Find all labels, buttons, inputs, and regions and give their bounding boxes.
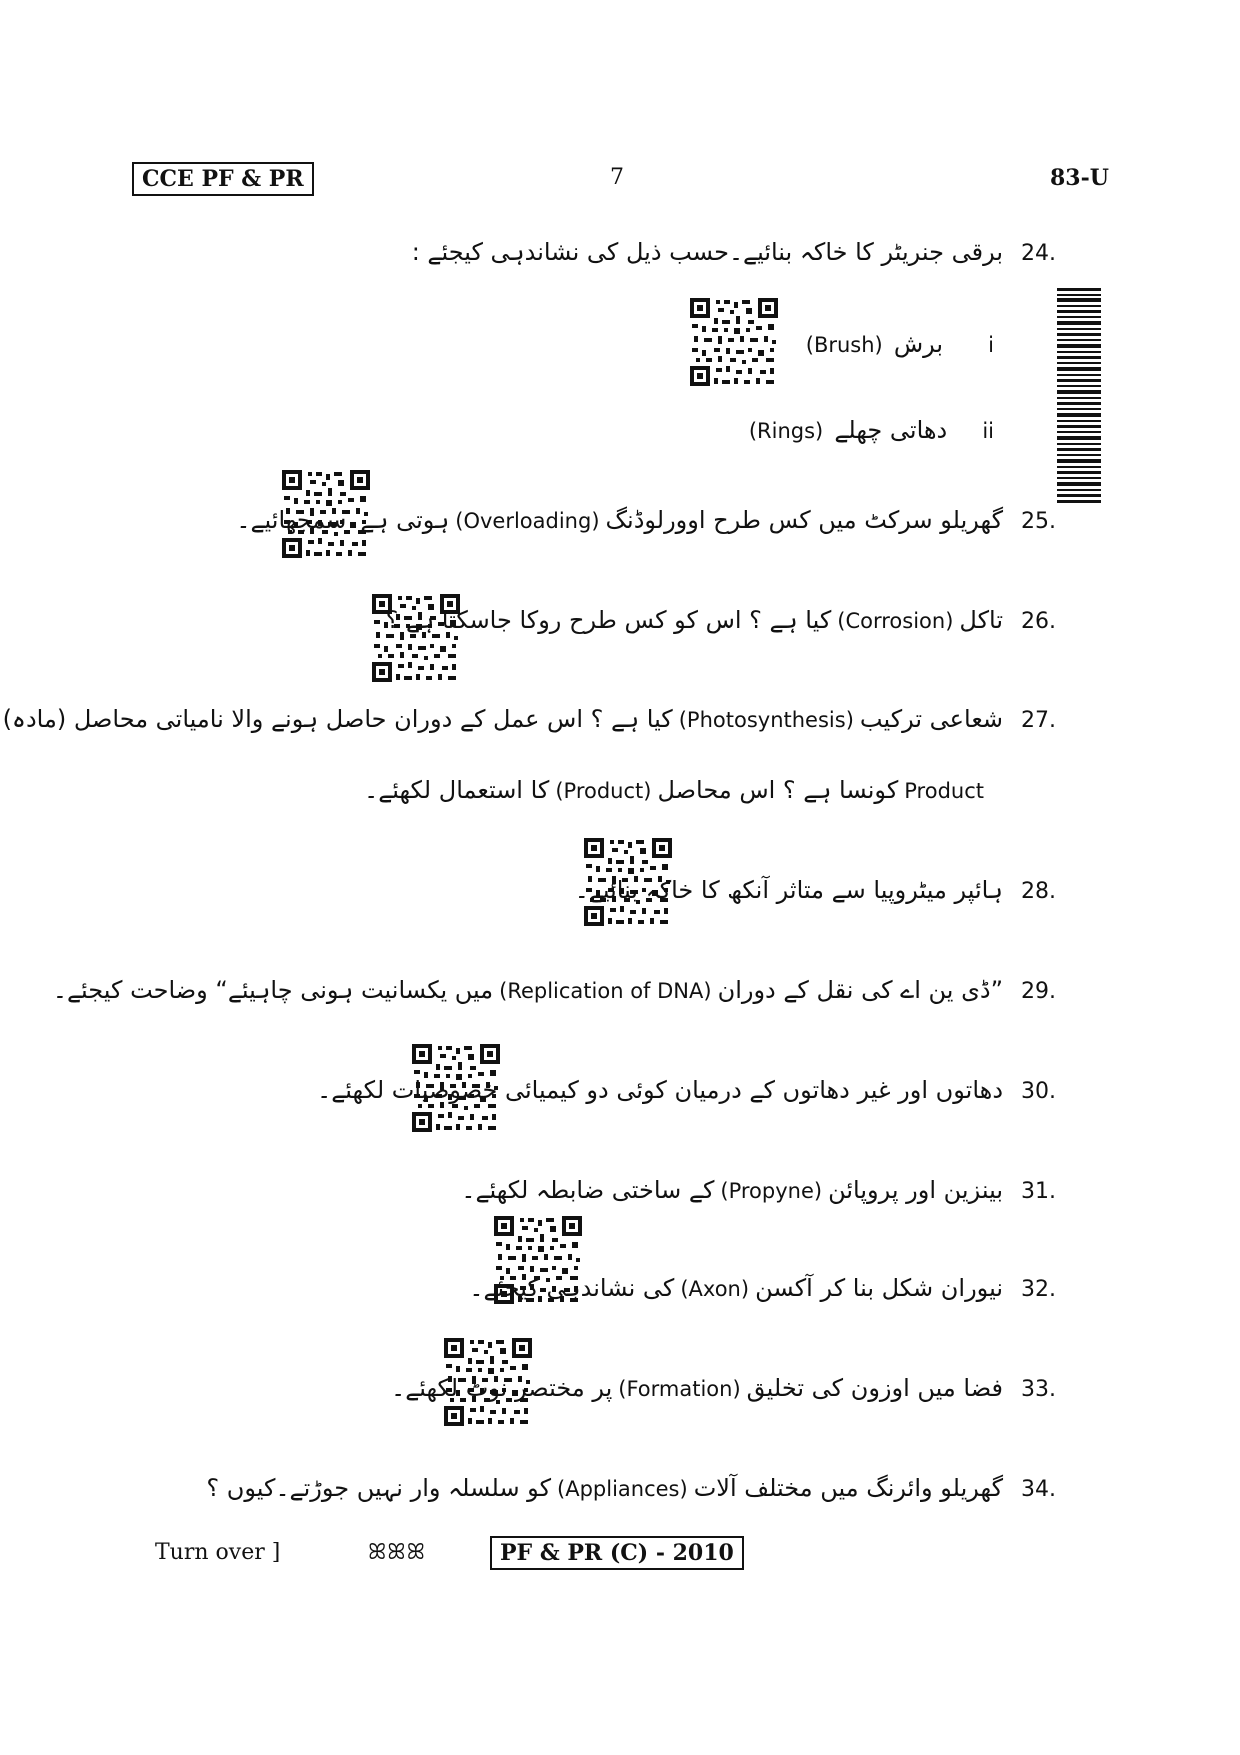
ornament-icon: ꕤꕤꕤ [368, 1540, 426, 1565]
question-number: 29. [1021, 979, 1056, 1004]
exam-code: PF & PR (C) - 2010 [490, 1536, 744, 1570]
question-number: 27. [1021, 708, 1056, 733]
question-number: 34. [1021, 1477, 1056, 1502]
subpart-english: (Rings) [748, 419, 824, 443]
question-text: دھاتوں اور غیر دھاتوں کے درمیان کوئی دو کیمیائی خصوصیات لکھئے۔ [317, 1076, 1003, 1104]
question-number: 26. [1021, 609, 1056, 634]
question-24 [412, 238, 1056, 267]
subpart-urdu: برش [893, 330, 944, 358]
question-text: نیوران شکل بنا کر آکسن [755, 1274, 1003, 1302]
question-26 [386, 606, 1056, 635]
subpart-urdu: دھاتی چھلے [834, 416, 948, 444]
question-number: 25. [1021, 509, 1056, 534]
question-english-term: (Axon) [680, 1277, 750, 1301]
question-number: 28. [1021, 879, 1056, 904]
question-text: شعاعی ترکیب [859, 705, 1003, 733]
question-number: 30. [1021, 1079, 1056, 1104]
question-32 [469, 1274, 1056, 1303]
question-number: 32. [1021, 1277, 1056, 1302]
question-text: گھریلو وائرنگ میں مختلف آلات [693, 1474, 1003, 1502]
question-27 [3, 705, 1056, 734]
question-30 [317, 1076, 1056, 1105]
question-27-line2 [364, 776, 990, 805]
question-text: کی نشاندہی کیجئے۔ [469, 1274, 675, 1302]
question-text: کے ساختی ضابطہ لکھئے۔ [461, 1176, 715, 1204]
question-text: ہوتی ہے۔سمجھائیے۔ [236, 506, 450, 534]
page-number: 7 [610, 165, 624, 190]
question-text: گھریلو سرکٹ میں کس طرح اوورلوڈنگ [605, 506, 1003, 534]
question-text: پر مختصر نوٹ لکھئے۔ [391, 1374, 613, 1402]
question-english-term: (Replication of DNA) [499, 979, 712, 1003]
question-text: کیا ہے ؟ اس کو کس طرح روکا جاسکتا ہے ؟ [385, 606, 832, 634]
subpart-i [800, 330, 1000, 358]
question-33 [391, 1374, 1056, 1403]
question-29 [53, 976, 1056, 1005]
question-text: کونسا ہے ؟ اس محاصل [657, 776, 899, 804]
question-english-term: Product [904, 779, 984, 803]
question-text: تاکل [959, 606, 1003, 634]
subpart-number: i [988, 333, 994, 357]
question-english-term: (Photosynthesis) [678, 708, 854, 732]
subpart-ii [743, 416, 1000, 444]
header-left-label: CCE PF & PR [132, 162, 314, 196]
question-number: 24. [1021, 241, 1056, 266]
question-text: کا استعمال لکھئے۔ [364, 776, 550, 804]
question-text: برقی جنریٹر کا خاکہ بنائیے۔حسب ذیل کی نشاندہی کیجئے : [411, 238, 1003, 266]
question-text: فضا میں اوزون کی تخلیق [746, 1374, 1003, 1402]
barcode-icon [1057, 288, 1101, 503]
question-english-term: (Propyne) [720, 1179, 823, 1203]
question-text: میں یکسانیت ہونی چاہیئے“ وضاحت کیجئے۔ [52, 976, 494, 1004]
question-25 [236, 506, 1056, 535]
qr-code-icon [690, 298, 778, 386]
question-english-term: (Corrosion) [837, 609, 954, 633]
paper-code: 83-U [1050, 165, 1109, 191]
subpart-number: ii [982, 419, 994, 443]
question-text: ہائپر میٹروپیا سے متاثر آنکھ کا خاکہ بنائیے۔ [574, 876, 1003, 904]
question-31 [461, 1176, 1056, 1205]
question-english-term: (Overloading) [455, 509, 600, 533]
question-text: کو سلسلہ وار نہیں جوڑتے۔کیوں ؟ [206, 1474, 552, 1502]
subpart-english: (Brush) [805, 333, 883, 357]
question-number: 33. [1021, 1377, 1056, 1402]
question-english-term: (Formation) [618, 1377, 741, 1401]
question-english-term: (Appliances) [557, 1477, 688, 1501]
question-text: بینزین اور پروپائن [828, 1176, 1003, 1204]
question-text: ”ڈی ین اے کی نقل کے دوران [717, 976, 1003, 1004]
question-text: کیا ہے ؟ اس عمل کے دوران حاصل ہونے والا نامیاتی محاصل (مادہ) [2, 705, 673, 733]
turn-over-label: Turn over ] [155, 1540, 281, 1565]
question-28 [575, 876, 1056, 905]
question-number: 31. [1021, 1179, 1056, 1204]
question-english-term: (Product) [555, 779, 652, 803]
question-34 [206, 1474, 1056, 1503]
